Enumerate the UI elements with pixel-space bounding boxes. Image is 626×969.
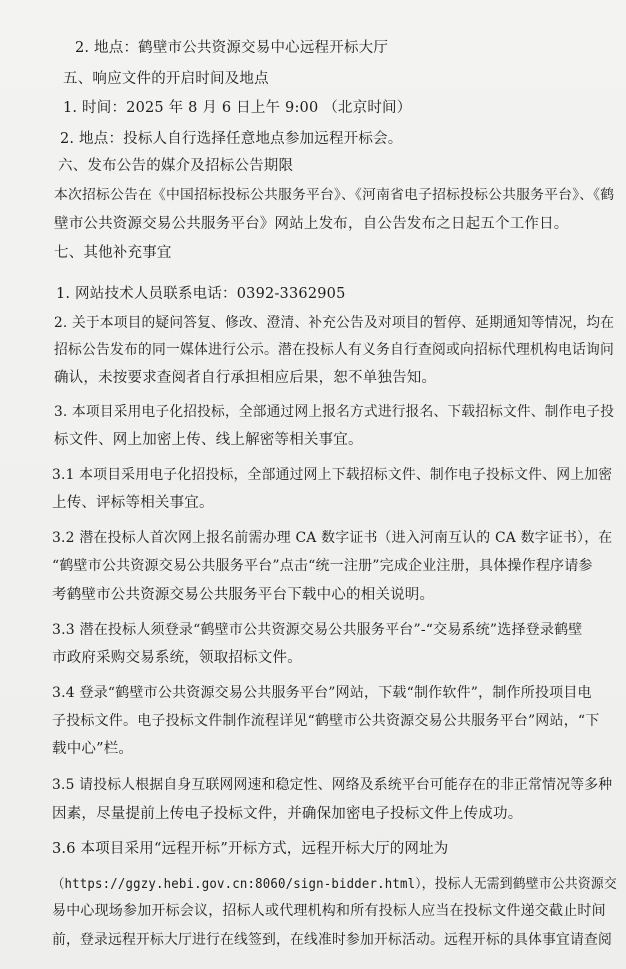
text-line: 壁市公共资源交易公共服务平台》网站上发布，自公告发布之日起五个工作日。 bbox=[54, 216, 569, 232]
text-line: 2. 地点：投标人自行选择任意地点参加远程开标会。 bbox=[60, 131, 403, 147]
text-line: 易中心现场参加开标会议，招标人或代理机构和所有投标人应当在投标文件递交截止时间 bbox=[52, 903, 606, 919]
text-line: 标文件、网上加密上传、线上解密等相关事宜。 bbox=[54, 432, 363, 448]
text-line: 考鹤壁市公共资源交易公共服务平台下载中心的相关说明。 bbox=[52, 587, 435, 603]
text-line: 3.5 请投标人根据自身互联网网速和稳定性、网络及系统平台可能存在的非正常情况等多种 bbox=[52, 777, 613, 793]
text-line: 3.3 潜在投标人须登录“鹤壁市公共资源交易公共服务平台”-“交易系统”选择登录鹤壁 bbox=[52, 622, 583, 638]
text-line: 招标公告发布的同一媒体进行公示。潜在投标人有义务自行查阅或向招标代理机构电话询问 bbox=[54, 342, 615, 358]
text-line: 3.6 本项目采用“远程开标”开标方式，远程开标大厅的网址为 bbox=[52, 841, 449, 857]
text-line: 1. 时间：2025 年 8 月 6 日上午 9:00 （北京时间） bbox=[63, 100, 412, 116]
text-line: 确认，未按要求查阅者自行承担相应后果，恕不单独告知。 bbox=[54, 370, 437, 386]
section-heading: 六、发布公告的媒介及招标公告期限 bbox=[58, 158, 294, 174]
text-line: 3.4 登录“鹤壁市公共资源交易公共服务平台”网站，下载“制作软件”，制作所投项目电 bbox=[52, 685, 592, 701]
section-heading: 五、响应文件的开启时间及地点 bbox=[63, 71, 269, 87]
text-line: “鹤壁市公共资源交易公共服务平台”点击“统一注册”完成企业注册，具体操作程序请参 bbox=[52, 558, 593, 574]
text-line: 3.1 本项目采用电子化招投标，全部通过网上下载招标文件、制作电子投标文件、网上加密 bbox=[52, 467, 613, 483]
text-fragment: ，投标人无需到鹤壁市公共资源交 bbox=[421, 876, 617, 892]
text-line: 载中心”栏。 bbox=[52, 741, 134, 757]
text-line-with-url bbox=[52, 875, 617, 894]
text-line: 3. 本项目采用电子化招投标，全部通过网上报名方式进行报名、下载招标文件、制作电子投 bbox=[54, 404, 615, 420]
text-line: 本次招标公告在《中国招标投标公共服务平台》、《河南省电子招标投标公共服务平台》、《鹤 bbox=[54, 187, 615, 203]
text-line: 上传、评标等相关事宜。 bbox=[52, 495, 214, 511]
text-line: 2. 地点：鹤壁市公共资源交易中心远程开标大厅 bbox=[75, 40, 389, 56]
text-line: 因素，尽量提前上传电子投标文件，并确保加密电子投标文件上传成功。 bbox=[52, 806, 523, 822]
text-line: 3.2 潜在投标人首次网上报名前需办理 CA 数字证书（进入河南互认的 CA 数字证书），在 bbox=[52, 530, 613, 546]
text-line: 2. 关于本项目的疑问答复、修改、澄清、补充公告及对项目的暂停、延期通知等情况，均在 bbox=[54, 315, 615, 331]
section-heading: 七、其他补充事宜 bbox=[54, 245, 172, 261]
text-line: 前，登录远程开标大厅进行在线签到，在线准时参加开标活动。远程开标的具体事宜请查阅 bbox=[52, 932, 613, 948]
contact-phone: 1. 网站技术人员联系电话：0392-3362905 bbox=[56, 286, 346, 302]
remote-bidding-url: （https://ggzy.hebi.gov.cn:8060/sign-bidder.html） bbox=[52, 877, 422, 892]
text-line: 市政府采购交易系统，领取招标文件。 bbox=[52, 650, 302, 666]
text-line: 子投标文件。电子投标文件制作流程详见“鹤壁市公共资源交易公共服务平台”网站，“下 bbox=[52, 713, 600, 729]
